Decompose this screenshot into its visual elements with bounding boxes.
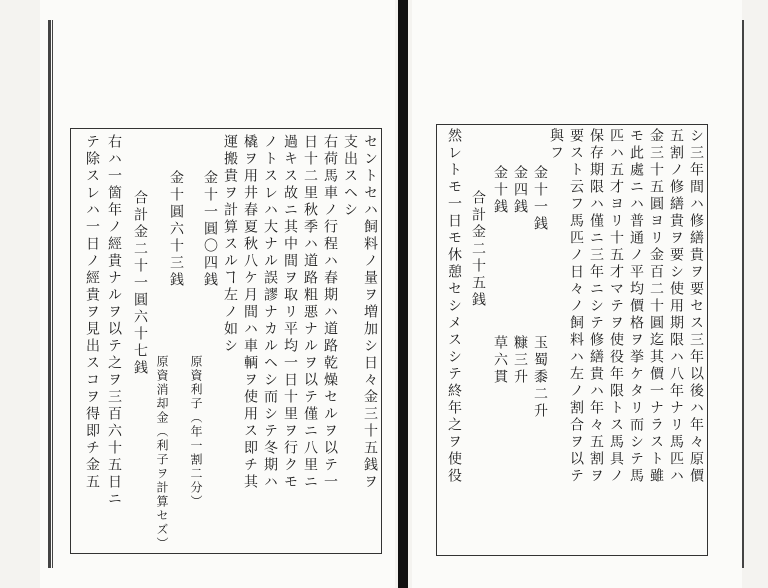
left-book-edge [48,20,51,568]
right-col-9: 金十一銭 [532,165,548,233]
right-col-3: 金三十五圓ヨリ金百二十圓迄其價一ナラスト雖 [648,128,664,485]
left-col-7: 橇ヲ用井春夏秋八ケ月間ハ車輌ヲ使用ス即チ其 [242,134,258,491]
left-col-3: 右荷馬車ノ行程ハ春期ハ道路乾燥セルヲ以テ一 [322,134,338,491]
right-col-7: 要スト云フ馬匹ノ日々ノ飼料ハ左ノ割合ヲ以テ [568,128,584,485]
left-col-13: 合計金二十一圓六十七銭 [132,190,148,377]
left-col-4: 日十二里秋季ハ道路粗悪ナルヲ以テ僅ニ八里ニ [302,134,318,491]
right-col-11: 金四銭 [512,165,528,216]
left-col-14: 右ハ一箇年ノ經貴ナルヲ以テ之ヲ三百六十五日ニ [106,134,122,508]
right-col-14: 草六貫 [492,335,508,386]
left-col-15: テ除スレハ一日ノ經貴ヲ見出スコヲ得即チ金五 [84,134,100,491]
left-col-1: セントセハ飼料ノ量ヲ増加シ日々金三十五銭ヲ [362,134,378,491]
left-col-6: ノトスレハ大ナル誤謬ナカルヘシ而シテ冬期ハ [262,134,278,491]
left-col-9: 金十一圓〇四銭 [202,170,218,289]
right-book-edge [742,20,744,568]
right-col-5: 匹ハ五才ヨリ十五才マテヲ使役年限トス馬具ノ [608,128,624,485]
right-col-10: 玉蜀黍二升 [532,335,548,420]
left-col-2: 支出スヘシ [342,134,358,219]
left-col-8: 運搬貴ヲ計算スルヿ左ノ如シ [222,134,238,355]
left-col-5: 過キス故ニ其中間ヲ取リ平均一日十里ヲ行クモ [282,134,298,491]
right-col-6: 保存期限ハ僅ニ三年ニシテ修繕貴ハ年々五割ヲ [588,128,604,485]
left-col-12: 原資消却金（利子ヲ計算セズ） [155,355,169,551]
right-col-16: 然レトモ一日モ休憩セシメスシテ終年之ヲ使役 [446,128,462,485]
left-col-11: 金十圓六十三銭 [168,170,184,289]
right-col-13: 金十銭 [492,165,508,216]
right-col-2: 五割ノ修繕貴ヲ要シ使用期限ハ八年ナリ馬匹ハ [668,128,684,485]
book-gutter [398,0,408,588]
right-col-15: 合計金二十五銭 [470,190,486,309]
right-col-12: 糠三升 [512,335,528,386]
left-col-10: 原資利子（年一割二分） [189,355,203,509]
right-col-4: モ此處ニハ普通ノ平均價格ヲ挙ケタリ而シテ馬 [628,128,644,485]
right-col-8: 與フ [548,128,564,162]
left-book-edge-inner [52,20,53,568]
right-col-1: シ三年間ハ修繕貴ヲ要セス三年以後ハ年々原價 [688,128,704,485]
